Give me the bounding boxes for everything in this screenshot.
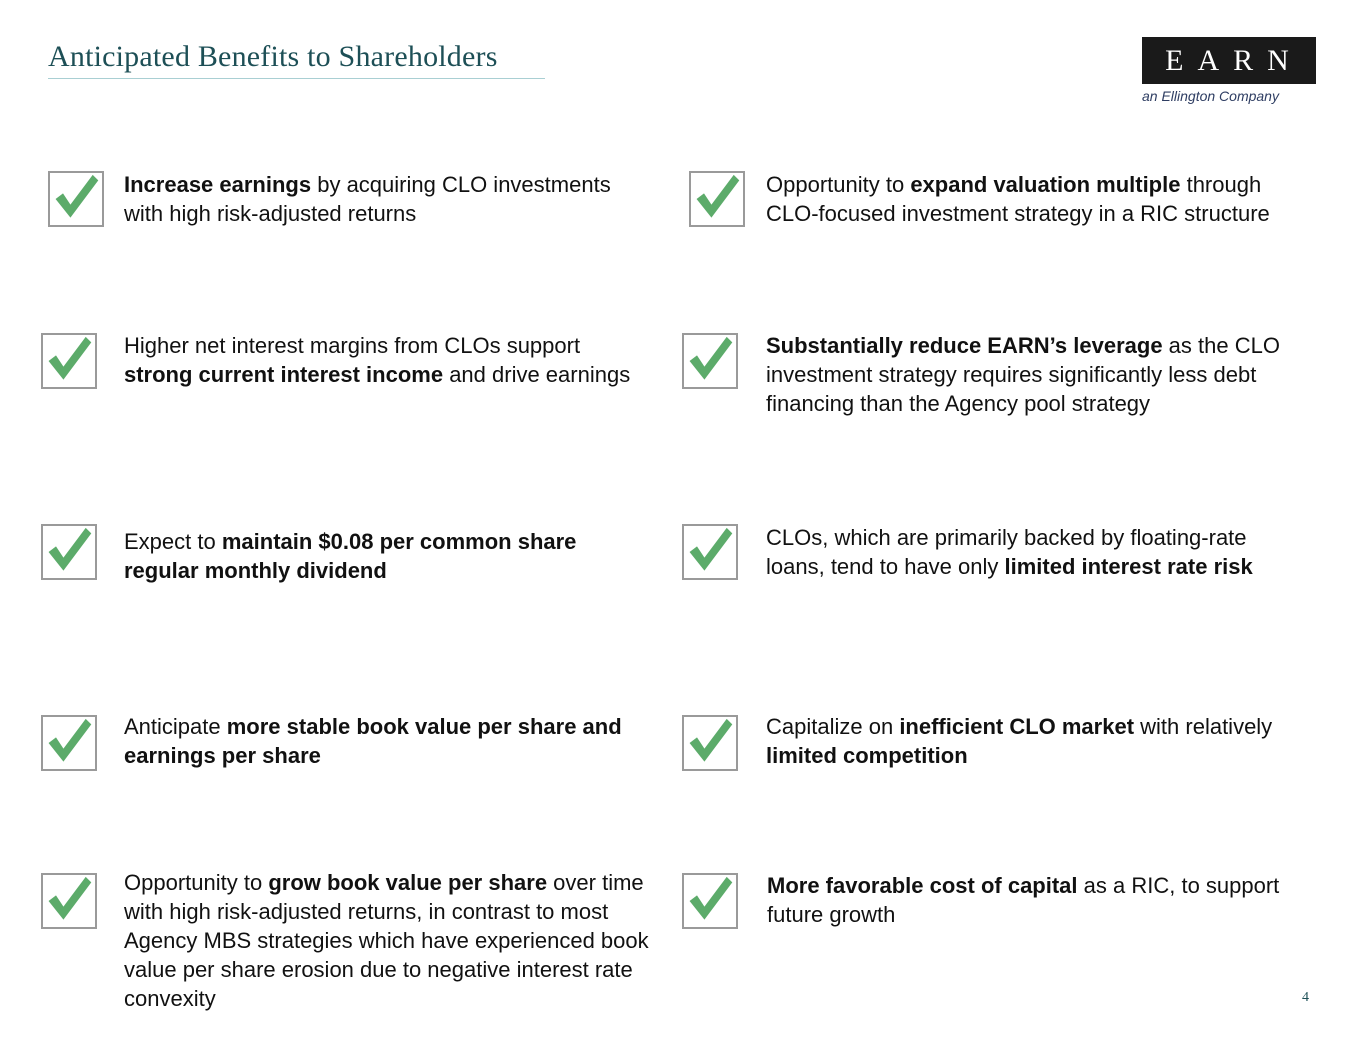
checkbox-2 <box>689 171 745 227</box>
checkmark-icon <box>50 173 102 225</box>
checkmark-icon <box>43 526 95 578</box>
benefit-text-4: Substantially reduce EARN’s leverage as the CLO investment strategy requires significantly less debt financing than the Agency pool strategy <box>766 333 1280 416</box>
benefit-text-6: CLOs, which are primarily backed by floating-rate loans, tend to have only limited interest rate risk <box>766 525 1253 579</box>
checkmark-icon <box>43 335 95 387</box>
benefit-text-10: More favorable cost of capital as a RIC, to support future growth <box>767 873 1280 927</box>
earn-logo: EARN <box>1142 37 1316 84</box>
benefit-text-2: Opportunity to expand valuation multiple through CLO-focused investment strategy in a RIC structure <box>766 172 1270 226</box>
checkbox-9 <box>41 873 97 929</box>
benefit-text-3: Higher net interest margins from CLOs support strong current interest income and drive earnings <box>124 333 631 387</box>
checkmark-icon <box>43 717 95 769</box>
benefit-text-1: Increase earnings by acquiring CLO investments with high risk-adjusted returns <box>124 172 611 226</box>
checkmark-icon <box>684 717 736 769</box>
checkmark-icon <box>691 173 743 225</box>
checkbox-7 <box>41 715 97 771</box>
benefit-text-5: Expect to maintain $0.08 per common share regular monthly dividend <box>124 529 577 583</box>
benefit-text-7: Anticipate more stable book value per share and earnings per share <box>124 714 622 768</box>
checkbox-4 <box>682 333 738 389</box>
checkbox-5 <box>41 524 97 580</box>
checkbox-6 <box>682 524 738 580</box>
checkbox-10 <box>682 873 738 929</box>
page-number: 4 <box>1302 990 1309 1005</box>
checkbox-8 <box>682 715 738 771</box>
checkmark-icon <box>684 335 736 387</box>
benefit-text-8: Capitalize on inefficient CLO market with relatively limited competition <box>766 714 1273 768</box>
checkmark-icon <box>684 875 736 927</box>
benefit-text-9: Opportunity to grow book value per share over time with high risk-adjusted returns, in contrast to most Agency MBS strategies which have experienced book value per share erosion due to negative interest rate convexity <box>124 870 649 1011</box>
checkbox-1 <box>48 171 104 227</box>
title-underline <box>48 78 545 79</box>
page-title: Anticipated Benefits to Shareholders <box>48 40 498 73</box>
checkmark-icon <box>684 526 736 578</box>
checkmark-icon <box>43 875 95 927</box>
logo-subtitle: an Ellington Company <box>1142 88 1279 104</box>
checkbox-3 <box>41 333 97 389</box>
